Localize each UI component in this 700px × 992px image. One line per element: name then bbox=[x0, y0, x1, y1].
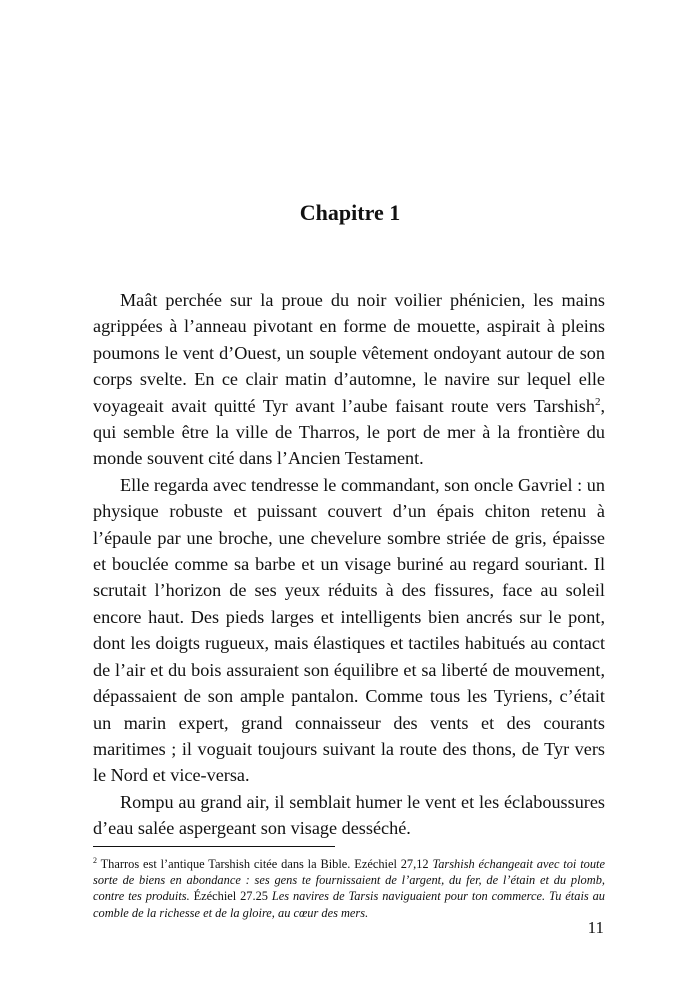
footnote-reference-text: Ézéchiel 27.25 bbox=[189, 889, 272, 904]
paragraph: Rompu au grand air, il semblait humer le vent et les éclaboussures d’eau salée aspergeant son visage desséché. bbox=[93, 791, 605, 839]
footnote-divider bbox=[93, 846, 335, 847]
chapter-body bbox=[93, 287, 605, 842]
footnote-reference[interactable]: 2 bbox=[594, 395, 601, 408]
footnote-text: Tharros est l’antique Tarshish citée dans la Bible. Ezéchiel 27,12 bbox=[97, 857, 433, 871]
footnote-quote: Tarshish échangeait avec toi toute sorte de biens en abondance : ses gens te fournissaient de l’argent, du fer, de l’étain et du plomb, contre tes produits. bbox=[93, 857, 605, 904]
footnote-number: 2 bbox=[93, 855, 97, 865]
page-number: 11 bbox=[587, 918, 604, 937]
paragraph-text: Maât perchée sur la proue du noir voilier phénicien, les mains agrippées à l’anneau pivotant en forme de mouette, aspirait à pleins poumons le vent d’Ouest, un souple vêtement ondoyant autour de son corps svelte. En ce clair matin d’automne, le navire sur lequel elle voyageait avait quitté Tyr avant l’aube faisant route vers Tarshish bbox=[93, 290, 605, 416]
chapter-title: Chapitre 1 bbox=[299, 200, 401, 225]
paragraph bbox=[93, 287, 605, 472]
paragraph: Elle regarda avec tendresse le commandant, son oncle Gavriel : un physique robuste et puissant couvert d’un épais chiton retenu à l’épaule par une broche, une chevelure sombre striée de gris, épaisse et bouclée comme sa barbe et un visage buriné au regard souriant. Il scrutait l’horizon de ses yeux réduits à des fissures, face au soleil encore haut. Des pieds larges et intelligents bien ancrés sur le pont, dont les doigts rugueux, mais élastiques et tactiles habitués au contact de l’air et du bois assuraient son équilibre et sa liberté de mouvement, dépassaient de son ample pantalon. Comme tous les Tyriens, c’était un marin expert, grand connaisseur des vents et des courants maritimes ; il voguait toujours suivant la route des thons, de Tyr vers le Nord et vice-versa. bbox=[93, 474, 605, 786]
footnote-quote: Les navires de Tarsis naviguaient pour ton commerce. Tu étais au comble de la richesse et de la gloire, au cœur des mers. bbox=[93, 889, 605, 920]
paragraph-text: , qui semble être la ville de Tharros, le port de mer à la frontière du monde souvent cité dans l’Ancien Testament. bbox=[93, 395, 605, 469]
footnote bbox=[93, 856, 605, 921]
